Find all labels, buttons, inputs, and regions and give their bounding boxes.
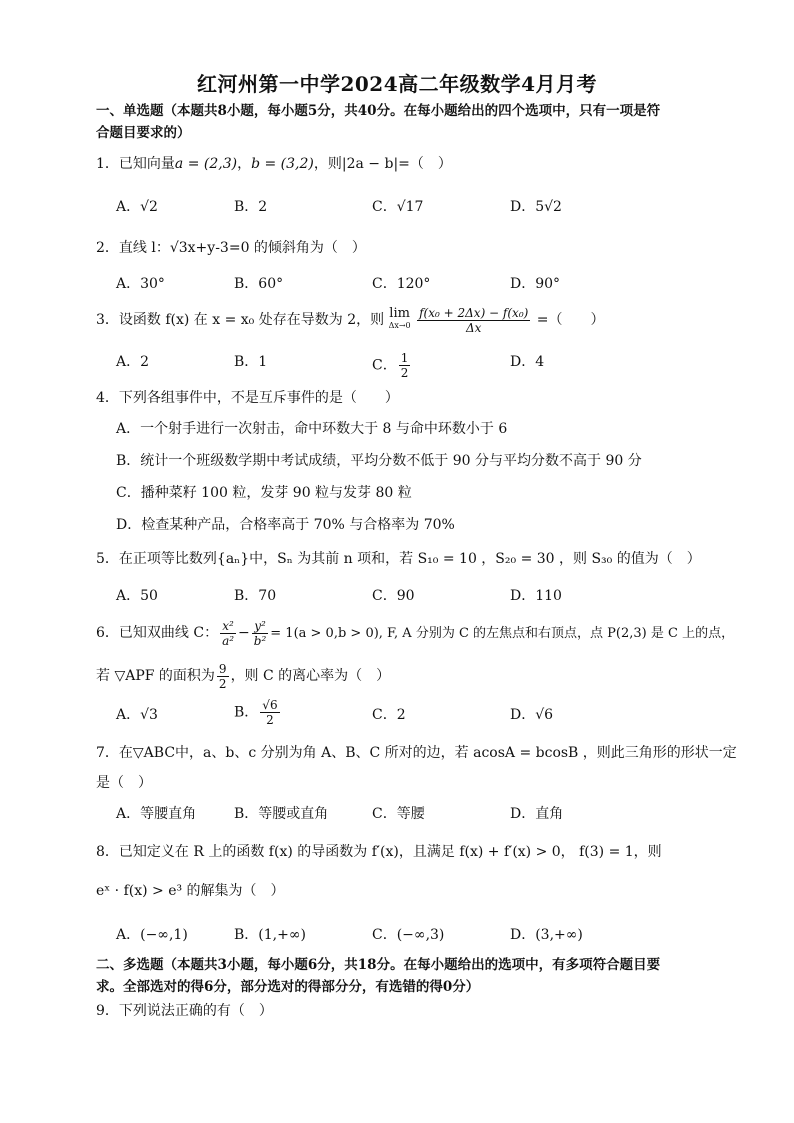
q4-stem: 4．下列各组事件中，不是互斥事件的是（ ） xyxy=(96,390,399,406)
q6-options xyxy=(116,698,706,727)
q8-option-c: C．(−∞,3) xyxy=(372,927,445,943)
q7-option-b: B．等腰或直角 xyxy=(234,806,329,822)
q7-option-c: C．等腰 xyxy=(372,806,425,822)
q3-option-c-num: 1 xyxy=(400,351,409,365)
q3-option-c-label: C． xyxy=(372,357,397,374)
q8-stem-line1: 8．已知定义在 R 上的函数 f(x) 的导函数为 f′(x)，且满足 f(x) + f′(x) > 0， f(3) = 1，则 xyxy=(96,844,662,860)
q7-option-a: A．等腰直角 xyxy=(116,806,197,822)
q1-options xyxy=(116,196,706,218)
q5-stem: 5．在正项等比数列{aₙ}中，Sₙ 为其前 n 项和，若 S₁₀ = 10 ，S₂₀ = 30 ，则 S₃₀ 的值为（ ） xyxy=(96,551,701,567)
q3-stem-a: 3．设函数 f(x) 在 x = x₀ 处存在导数为 2，则 xyxy=(96,312,385,328)
q2-option-d: D．90° xyxy=(510,276,561,292)
q1-vector-b: b = (3,2) xyxy=(251,156,314,172)
section2-line1: 二、多选题（本题共3小题，每小题6分，共18分。在每小题给出的选项中，有多项符合题目要 xyxy=(96,957,661,973)
q6-option-c: C．2 xyxy=(372,707,406,723)
q6-option-a: A．√3 xyxy=(116,707,158,723)
q1-stem-b: ， xyxy=(237,156,252,172)
q6-line2-a: 若 ▽APF 的面积为 xyxy=(96,668,215,684)
q3-option-c-den: 2 xyxy=(400,366,409,380)
q4-option-b: B．统计一个班级数学期中考试成绩，平均分数不低于 90 分与平均分数不高于 90 分 xyxy=(116,453,642,469)
section1-line1: 一、单选题（本题共8小题，每小题5分，共40分。在每小题给出的四个选项中，只有一项是符 xyxy=(96,103,661,119)
q6-area-num: 9 xyxy=(218,661,227,676)
q1-stem xyxy=(96,153,706,175)
q5-option-d: D．110 xyxy=(510,588,562,604)
q6-area-den: 2 xyxy=(218,676,227,691)
q3-stem xyxy=(96,305,706,335)
q1-option-d: D．5√2 xyxy=(510,199,562,215)
q6-x-fraction xyxy=(220,619,236,648)
q3-options xyxy=(116,351,706,380)
q1-option-a: A．√2 xyxy=(116,199,158,215)
exam-title: 红河州第一中学2024高二年级数学4月月考 xyxy=(196,72,598,96)
q2-options xyxy=(116,273,706,295)
q4-option-c: C．播种菜籽 100 粒，发芽 90 粒与发芽 80 粒 xyxy=(116,485,412,501)
q1-stem-a: 1．已知向量 xyxy=(96,156,175,172)
q8-option-d: D．(3,+∞) xyxy=(510,927,583,943)
q1-vector-a: a = (2,3) xyxy=(174,156,238,172)
q3-fraction-numerator: f(x₀ + 2Δx) − f(x₀) xyxy=(419,305,529,320)
q5-option-c: C．90 xyxy=(372,588,415,604)
q3-fraction xyxy=(417,306,530,335)
q6-y-fraction xyxy=(252,619,269,648)
q6-x-num: x² xyxy=(220,619,236,634)
q7-stem-line2: 是（ ） xyxy=(96,775,152,791)
q6-y-num: y² xyxy=(252,619,269,634)
q7-option-d: D．直角 xyxy=(510,806,564,822)
q3-lim-text: lim xyxy=(389,306,410,321)
q3-option-c-fraction xyxy=(399,351,411,380)
q6-option-b-num: √6 xyxy=(262,698,278,712)
q3-stem-b: =（ ） xyxy=(536,312,605,328)
q5-options xyxy=(116,585,706,607)
q6-stem-a: 6．已知双曲线 C： xyxy=(96,625,219,641)
q8-stem-line2: eˣ · f(x) > e³ 的解集为（ ） xyxy=(96,883,285,899)
q2-stem: 2．直线 l：√3x+y-3=0 的倾斜角为（ ） xyxy=(96,240,366,256)
q6-stem-line2 xyxy=(96,660,706,692)
q7-options xyxy=(116,803,706,825)
q3-limit xyxy=(389,308,411,332)
section2-line2: 求。全部选对的得6分，部分选对的得部分分，有选错的得0分） xyxy=(96,979,480,995)
q2-option-b: B．60° xyxy=(234,276,284,292)
q3-option-d: D．4 xyxy=(510,354,545,370)
q8-option-b: B．(1,+∞) xyxy=(234,927,306,943)
q2-option-a: A．30° xyxy=(116,276,165,292)
q6-minus: − xyxy=(238,625,250,641)
section1-line2: 合题目要求的） xyxy=(96,125,191,141)
q6-option-b-fraction xyxy=(260,698,279,727)
q6-option-d: D．√6 xyxy=(510,707,554,723)
q8-option-a: A．(−∞,1) xyxy=(116,927,188,943)
q6-area-fraction xyxy=(217,662,229,691)
q2-option-c: C．120° xyxy=(372,276,431,292)
q5-option-b: B．70 xyxy=(234,588,277,604)
q4-option-a: A．一个射手进行一次射击，命中环数大于 8 与命中环数小于 6 xyxy=(116,421,508,437)
q6-option-b xyxy=(234,698,282,727)
q6-stem-line1 xyxy=(96,617,735,650)
q6-option-b-label: B． xyxy=(234,704,259,721)
q6-option-b-den: 2 xyxy=(266,713,274,727)
q3-fraction-denominator: Δx xyxy=(465,320,482,335)
q3-option-c xyxy=(372,351,412,380)
q6-y-den: b² xyxy=(253,633,267,648)
q3-option-a: A．2 xyxy=(116,354,150,370)
q1-option-b: B．2 xyxy=(234,199,268,215)
q1-option-c: C．√17 xyxy=(372,199,424,215)
q6-line2-b: ，则 C 的离心率为（ ） xyxy=(230,668,391,684)
q4-option-d: D．检查某种产品，合格率高于 70% 与合格率为 70% xyxy=(116,517,455,533)
q6-x-den: a² xyxy=(222,633,235,648)
q3-option-b: B．1 xyxy=(234,354,268,370)
q1-stem-c: ，则|2a − b|=（ ） xyxy=(313,156,452,172)
q5-option-a: A．50 xyxy=(116,588,158,604)
q3-lim-sub: Δx→0 xyxy=(388,321,411,330)
q7-stem-line1: 7．在▽ABC中，a、b、c 分别为角 A、B、C 所对的边，若 acosA = bcosB ，则此三角形的形状一定 xyxy=(96,745,737,761)
q8-options xyxy=(116,924,706,946)
q6-stem-b: = 1(a > 0,b > 0), F, A 分别为 C 的左焦点和右顶点，点 P(2,3) 是 C 上的点， xyxy=(270,626,735,641)
q9-stem: 9．下列说法正确的有（ ） xyxy=(96,1003,273,1019)
